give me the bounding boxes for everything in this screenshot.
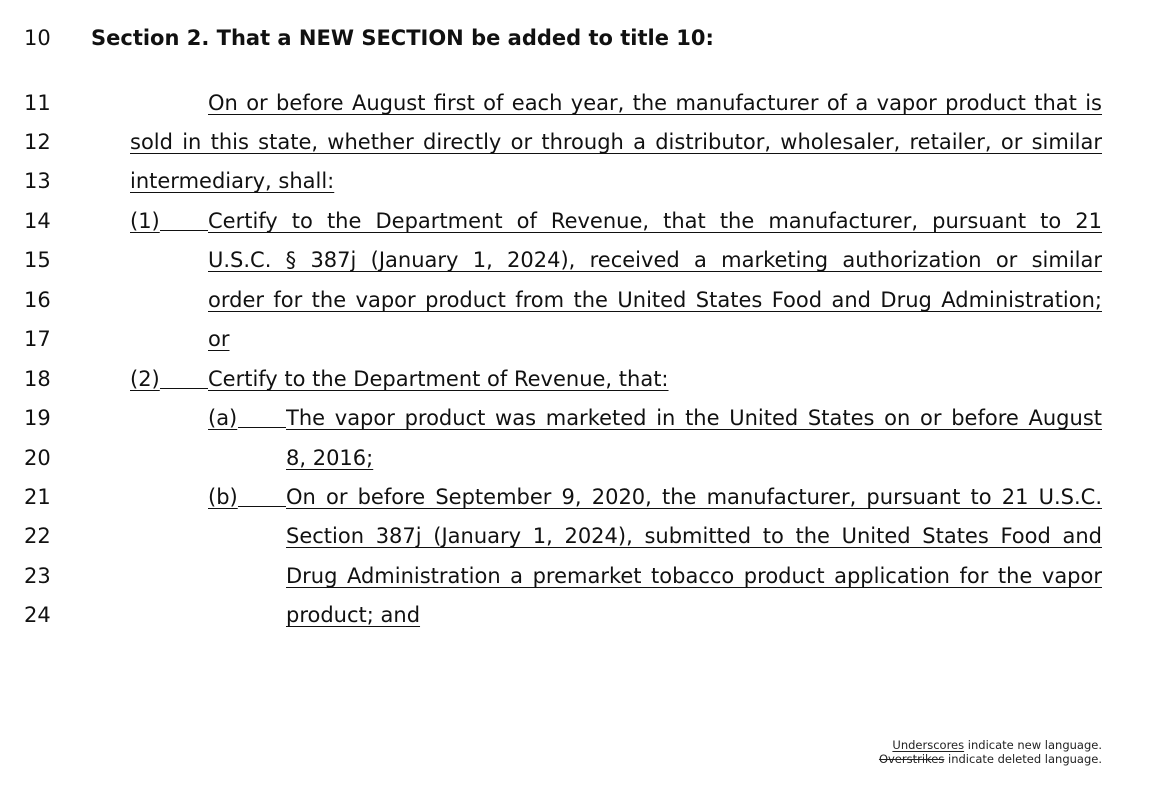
line-text: 8, 2016; [286,446,374,470]
line-number: 13 [24,169,51,193]
underline-gap [238,427,286,428]
text-line-20 [0,438,1170,478]
line-text: The vapor product was marketed in the United States on or before August [286,406,1102,430]
line-number: 21 [24,485,51,509]
line-text: Certify to the Department of Revenue, that the manufacturer, pursuant to 21 [208,209,1102,233]
legend-underscores-word: Underscores [892,738,965,752]
line-number: 18 [24,367,51,391]
section-heading: Section 2. That a NEW SECTION be added to title 10: [91,26,714,50]
line-number: 12 [24,130,51,154]
line-text: product; and [286,603,421,627]
line-number: 19 [24,406,51,430]
line-number: 17 [24,327,51,351]
line-text: On or before September 9, 2020, the manufacturer, pursuant to 21 U.S.C. [286,485,1102,509]
list-marker: (1) [130,209,160,233]
legend-deleted-language [702,752,1102,766]
text-line-13 [0,161,1170,201]
legend-overstrikes-text: indicate deleted language. [944,752,1102,766]
legend-underscores-text: indicate new language. [964,738,1102,752]
line-number: 11 [24,91,51,115]
line-number: 14 [24,209,51,233]
underline-gap [160,388,208,389]
line-text: Section 387j (January 1, 2024), submitted to the United States Food and [286,524,1102,548]
list-marker: (a) [208,406,238,430]
line-number: 22 [24,524,51,548]
line-number: 16 [24,288,51,312]
legend-overstrikes-word: Overstrikes [878,752,945,766]
legend-new-language [702,738,1102,752]
text-line-11 [0,83,1170,123]
line-text: U.S.C. § 387j (January 1, 2024), received a marketing authorization or similar [208,248,1102,272]
list-marker: (2) [130,367,160,391]
line-text: On or before August first of each year, the manufacturer of a vapor product that is [208,91,1102,115]
text-line-24 [0,595,1170,635]
line-text: intermediary, shall: [130,169,335,193]
line-number: 20 [24,446,51,470]
text-line-23 [0,556,1170,596]
line-text: Drug Administration a premarket tobacco product application for the vapor [286,564,1102,588]
line-number: 10 [24,26,51,50]
line-number: 15 [24,248,51,272]
line-text: or [208,327,230,351]
heading-line [0,18,1170,58]
text-line-16 [0,280,1170,320]
line-number: 23 [24,564,51,588]
line-number: 24 [24,603,51,627]
text-line-18 [0,359,1170,399]
text-line-12 [0,122,1170,162]
text-line-19 [0,398,1170,438]
text-line-22 [0,516,1170,556]
text-line-21 [0,477,1170,517]
text-line-14 [0,201,1170,241]
line-text: sold in this state, whether directly or through a distributor, wholesaler, retailer, or similar [130,130,1102,154]
underline-gap [160,230,208,231]
text-line-15 [0,240,1170,280]
underline-gap [238,506,286,507]
line-text: order for the vapor product from the United States Food and Drug Administration; [208,288,1102,312]
line-text: Certify to the Department of Revenue, that: [208,367,669,391]
list-marker: (b) [208,485,238,509]
text-line-17 [0,319,1170,359]
